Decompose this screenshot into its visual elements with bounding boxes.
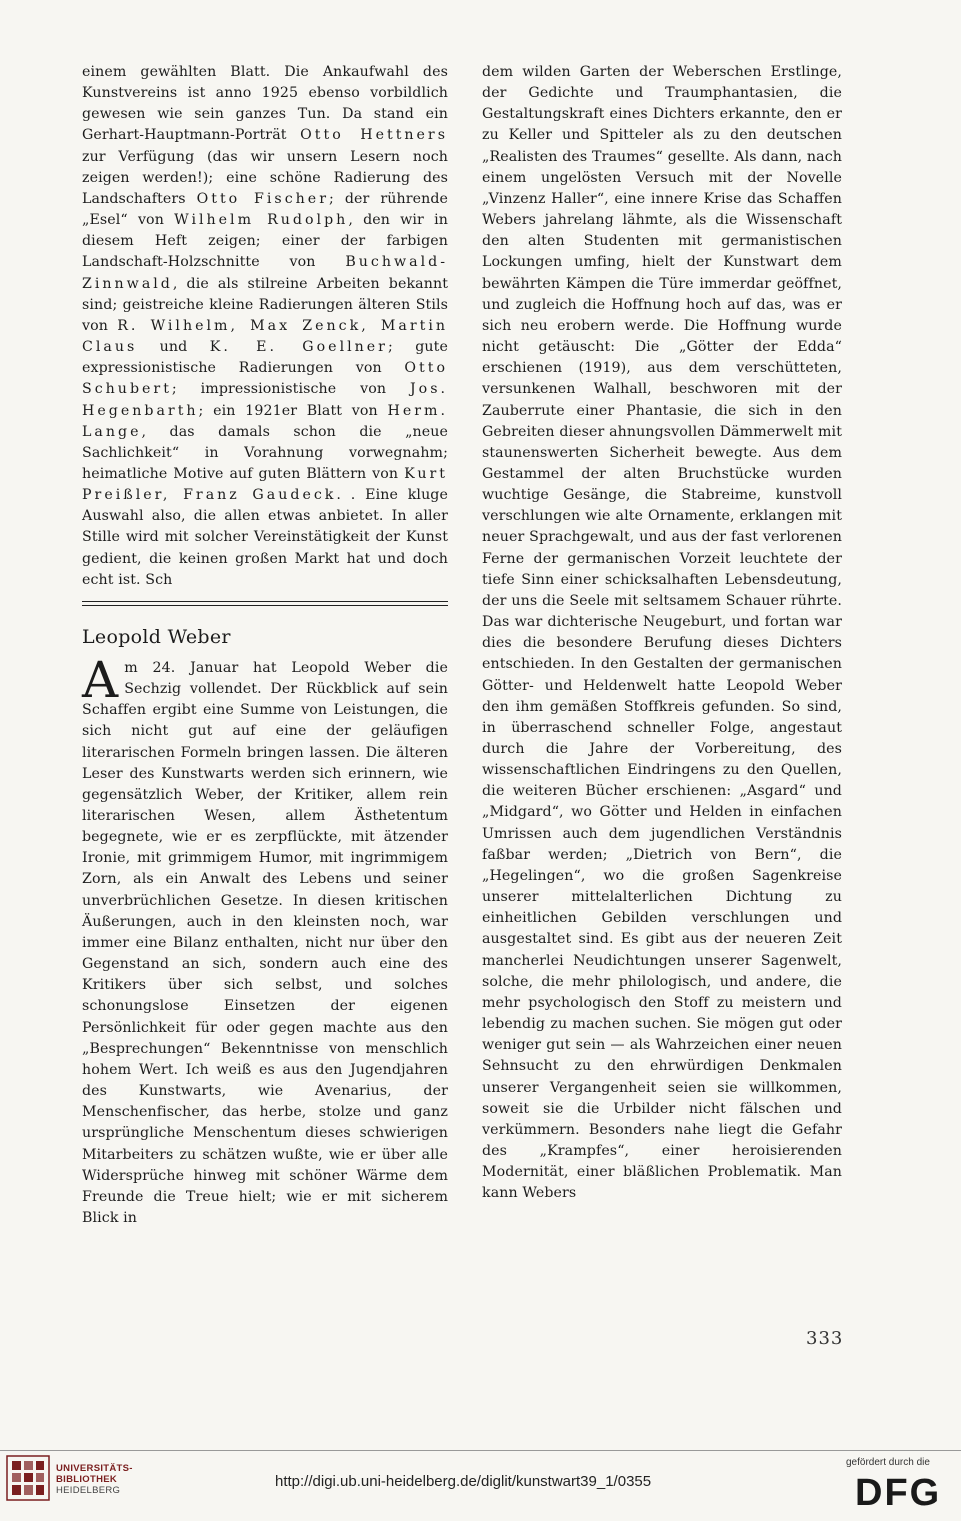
library-name: UNIVERSITÄTS- BIBLIOTHEK HEIDELBERG [56,1463,133,1496]
page-number: 333 [806,1328,844,1349]
right-column [482,62,842,1204]
artist-name: Otto Hettners [300,127,448,144]
artist-name: Buchwald-Zinnwald [82,254,448,292]
author-signature: Sch [145,571,173,588]
artist-name: K. E. Goellner [209,339,388,356]
sponsor-text: gefördert durch die [846,1457,930,1468]
article-text: m 24. Januar hat Leopold Weber die Sechzig vollendet. Der Rückblick auf sein Schaffen ergibt eine Summe von Leistungen, die sich nicht gut auf eine der geläufigen literarischen Formeln bringen lassen. Die älteren Leser des Kunstwarts werden sich erinnern, wie gegensätzlich Weber, der Kritiker, allem rein literarischen Wesen, allem Ästhetentum begegnete, wie er es zerpflückte, mit ätzender Ironie, mit grimmigem Humor, mit ingrimmigem Zorn, als ein Anwalt des Lebens und seiner unverbrüchlichen Gesetze. In diesen kritischen Äußerungen, auch in den kleinsten noch, war immer eine Bilanz enthalten, nicht nur über den Gegenstand an sich, sondern auch eine des Kritikers über sich selbst, und solches schonungslose Einsetzen der eigenen Persönlichkeit für oder gegen machte aus den „Besprechungen“ Bekenntnisse von menschlich hohem Wert. Ich weiß es aus den Jugendjahren des Kunstwarts, wie Avenarius, der Menschenfischer, das herbe, stolze und ganz ursprüngliche Menschentum dieses schwierigen Mitarbeiters zu schätzen wußte, wie er über alle Widersprüche hinweg mit schöner Wärme dem Freunde die Treue hielt; wie er mit sicherem Blick in [82,659,448,1226]
footer-divider [0,1450,961,1451]
dfg-logo: DFG [855,1472,942,1514]
left-column [82,62,448,1229]
weber-article-continued: dem wilden Garten der Weberschen Erstlinge, der Gedichte und Traumphantasien, die Gestaltungskraft eines Dichters erkannte, den er zu Keller und Spitteler als zu den deutschen „Realisten des Traumes“ gesellte. Als dann, nach einem ungelösten Versuch mit der Novelle „Vinzenz Haller“, eine innere Krise das Schaffen Webers jahrelang lähmte, als die Wissenschaft den alten Studenten mit germanistischen Lockungen umfing, hielt der Kunstwart dem bewährten Kämpen die Türe immerdar geöffnet, und zugleich die Hoffnung hoch auf das, was er sich neu erobern werde. Die Hoffnung wurde nicht getäuscht: Die „Götter der Edda“ erschienen (1919), aus dem verschütteten, versunkenen Walhall, beschworen mit der Zauberrute einer Phantasie, die sich in den Gebreiten dieser ahnungsvollen Dämmerwelt mit staunenswerten Sicherheit bewegte. Aus dem Gestammel der alten Bruchstücke wurden wuchtige Gesänge, die Stabreime, kunstvoll verschlungen wie alte Ornamente, erklangen mit neuer Sprachgewalt, und aus der fast verlorenen Ferne der germanischen Vorzeit leuchtete der tiefe Sinn einer schicksalhaften Lebensdeutung, der uns die Seele mit seltsamem Schauer rührte. Das war dichterische Neugeburt, und fortan war dies die besondere Berufung dieses Dichters entschieden. In den Gestalten der germanischen Götter- und Heldenwelt hatte Leopold Weber den ihm gemäßen Stoffkreis gefunden. So sind, in überraschend schneller Folge, angestaut durch die Jahre der Vorbereitung, des wissenschaftlichen Eindringens zu den Quellen, die weiteren Bücher erschienen: „Asgard“ und „Midgard“, wo Götter und Helden in einfachen Umrissen auch dem jugendlichen Verständnis faßbar werden; „Dietrich von Bern“, die „Hegelingen“, wo die großen Sagenkreise unserer mittelalterlichen Dichtung zu einheitlichen Gebilden verschlungen und ausgestaltet sind. Es gibt aus der neueren Zeit mancherlei Neudichtungen unserer Sagenwelt, solche, die mehr philologisch, und andere, die mehr psychologisch den Stoff zu meistern und lebendig zu machen suchen. Sie mögen gut oder weniger gut sein — als Wahrzeichen einer neuen Sehnsucht zu den ehrwürdigen Denkmalen unserer Vergangenheit seien sie willkommen, soweit sie die Urbilder nicht fälschen und verkümmern. Besonders nahe liegt die Gefahr des „Krampfes“, einer heroisierenden Modernität, einer bläßlichen Problematik. Man kann Webers [482,64,842,1202]
section-divider [82,601,448,606]
artist-name: Kurt Preißler, Franz Gaudeck [82,465,448,504]
artist-name: Wilhelm Rudolph [174,212,349,229]
artist-name: Herm. Lange [82,402,448,440]
artist-name: R. Wilhelm, Max Zenck, Martin Claus [82,317,448,356]
university-library-logo-icon [6,1455,50,1501]
artist-name: Jos. Hegenbarth [82,381,448,419]
exhibition-paragraph: einem gewählten Blatt. Die Ankaufwahl des Kunstvereins ist anno 1925 ebenso vorbildlich gewesen wie sein ganzes Tun. Da stand ein Gerhart-Hauptmann-Porträt Otto Hettners zur Verfügung (das wir unsern Lesern noch zeigen werden!); eine schöne Radierung des Landschafters Otto Fischer; der rührende „Esel“ von Wilhelm Rudolph, den wir in diesem Heft zeigen; einer der farbigen Landschaft-Holzschnitte von Buchwald-Zinnwald, die als stilreine Arbeiten bekannt sind; geistreiche kleine Radierungen älteren Stils von R. Wilhelm, Max Zenck, Martin Claus und K. E. Goellner; gute expressionistische Radierungen von Otto Schubert; impressionistische von Jos. Hegenbarth; ein 1921er Blatt von Herm. Lange, das damals schon die „neue Sachlichkeit“ in Vorahnung vorwegnahm; heimatliche Motive auf guten Blättern von Kurt Preißler, Franz Gaudeck. . Eine kluge Auswahl also, die allen etwas anbietet. In aller Stille wird mit solcher Vereinstätigkeit der Kunst gedient, die keinen großen Markt hat und doch echt ist. Sch [82,64,449,588]
permalink-url[interactable]: http://digi.ub.uni-heidelberg.de/diglit/kunstwart39_1/0355 [275,1473,652,1490]
weber-article-opening [82,650,448,1229]
section-title: Leopold Weber [82,625,231,648]
drop-cap: A [82,650,119,709]
artist-name: Otto Fischer [196,190,329,207]
artist-name: Otto Schubert [82,360,448,398]
digitization-footer [0,1438,961,1521]
